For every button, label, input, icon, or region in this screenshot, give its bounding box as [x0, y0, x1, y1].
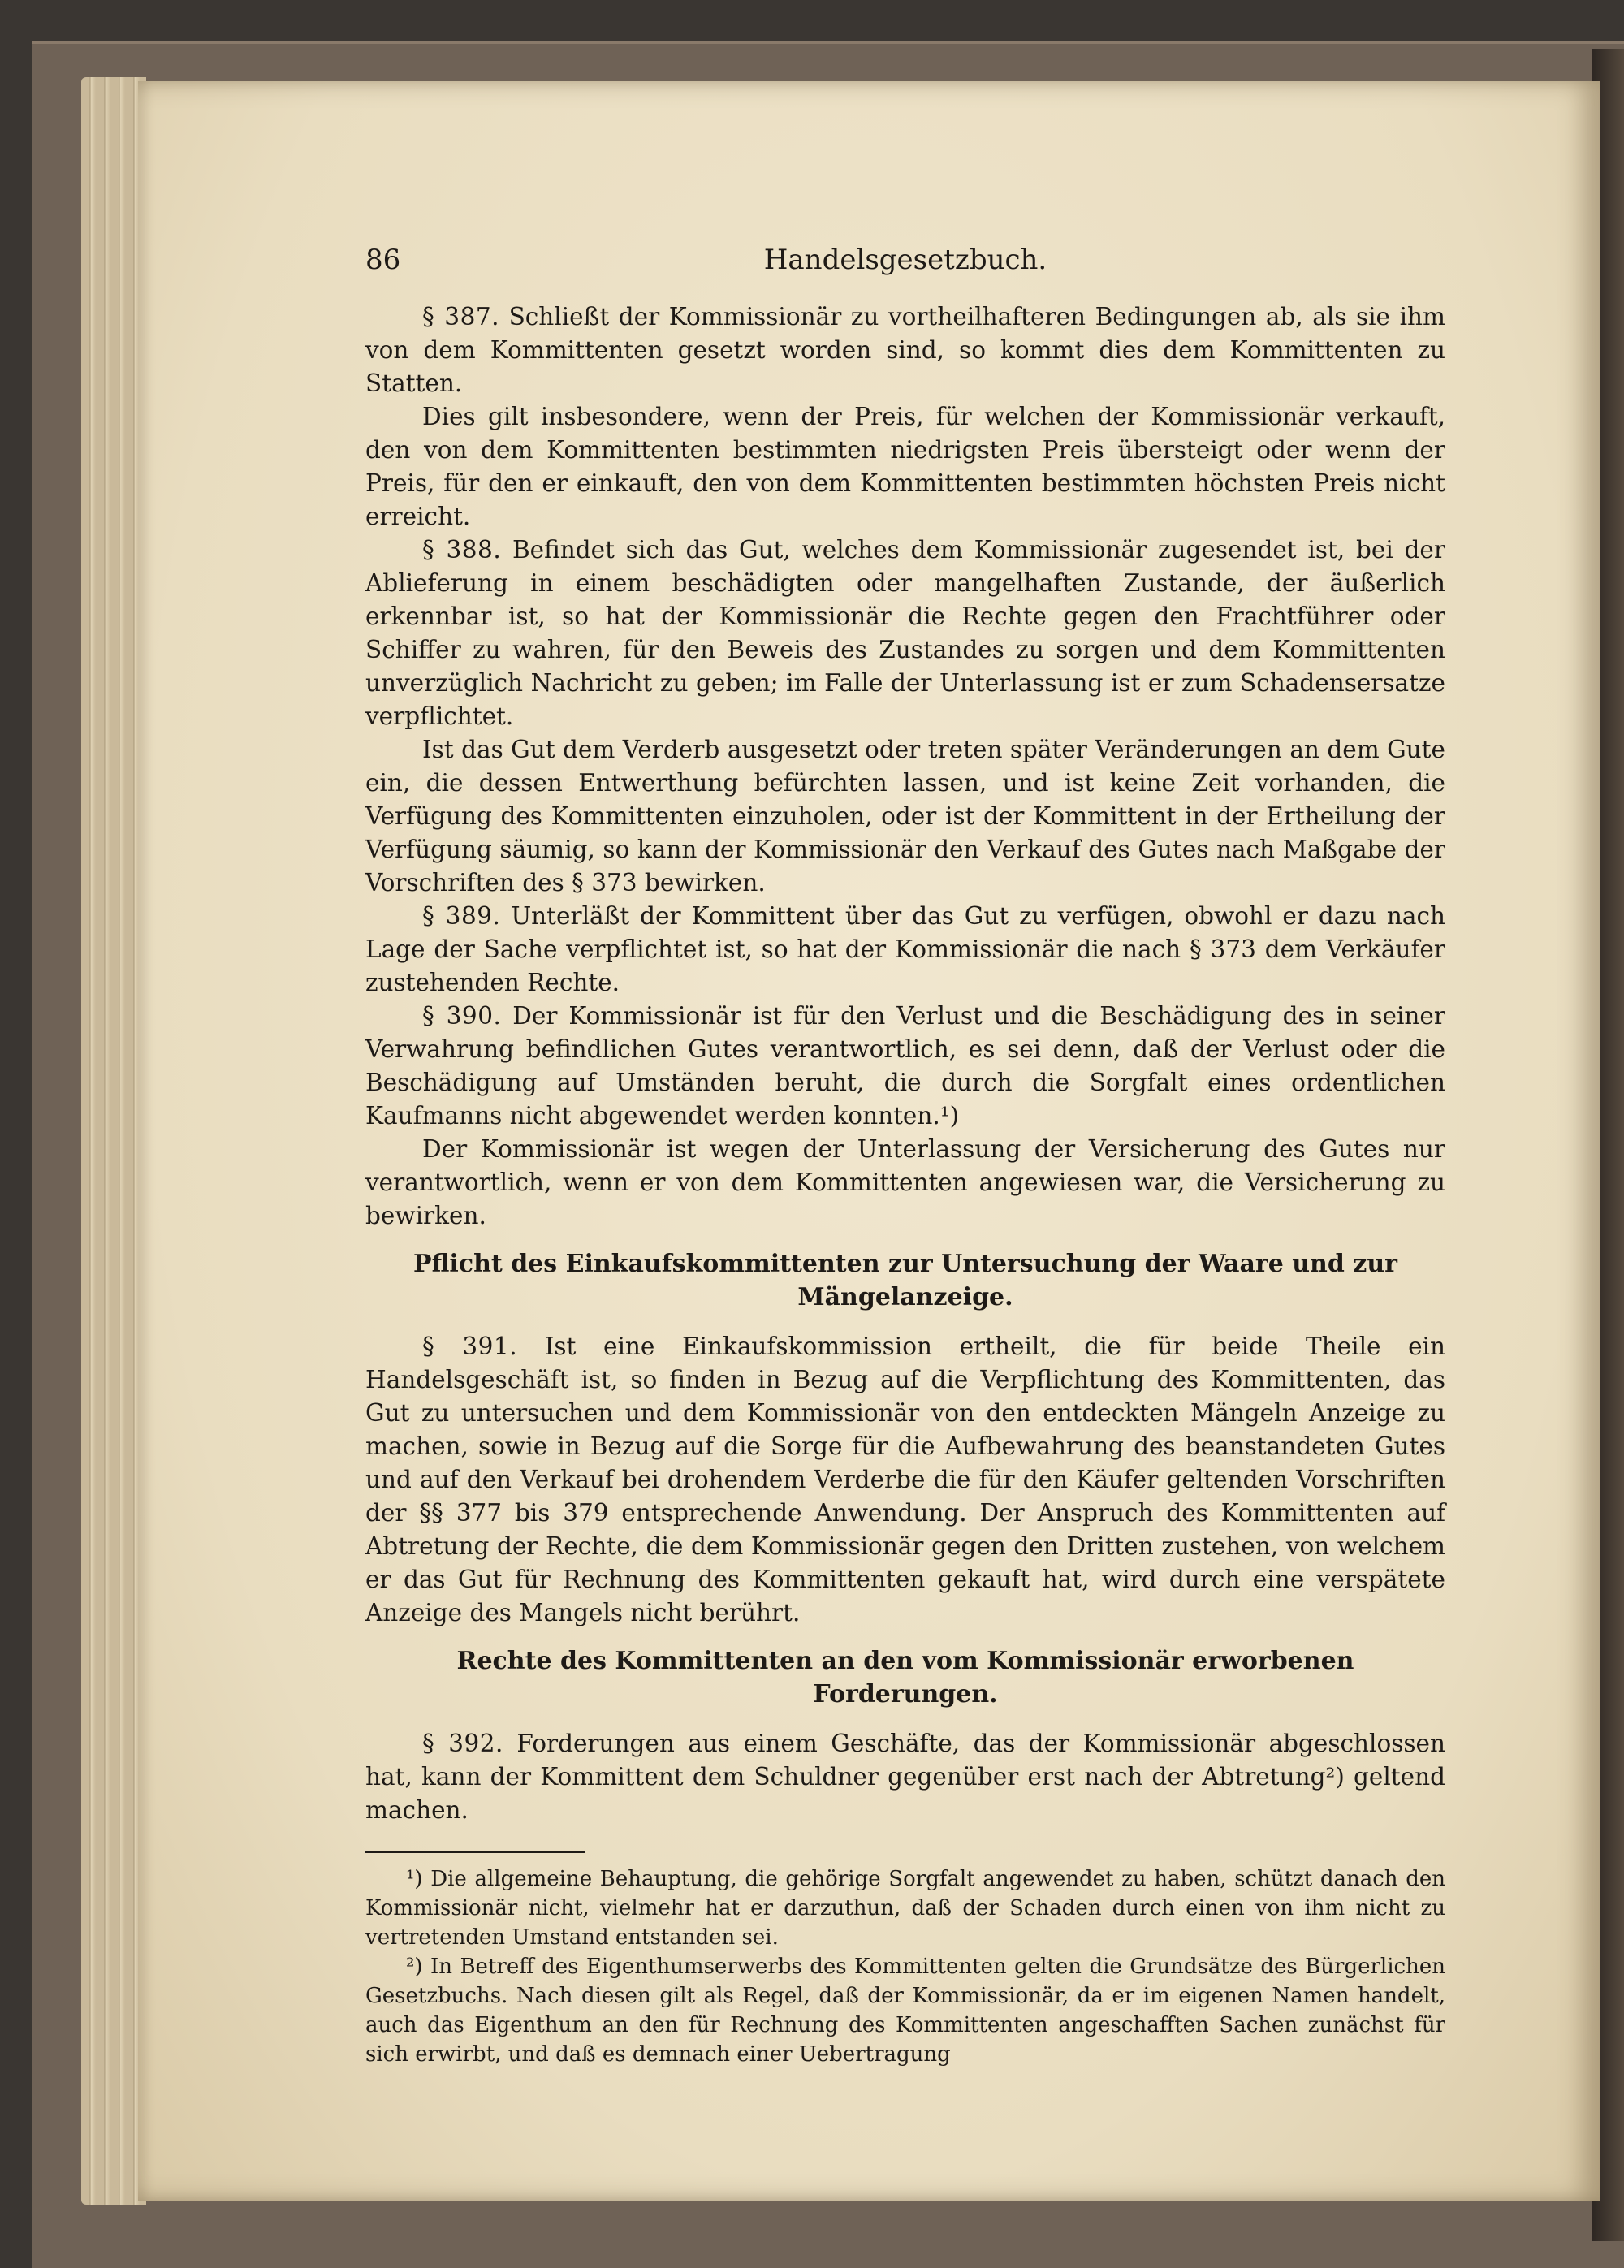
paragraph-392 — [365, 1727, 1445, 1827]
footnote-1: ¹) Die allgemeine Behauptung, die gehörige Sorgfalt angewendet zu haben, schützt danach den Kommissionär nicht, vielmehr hat er darzuthun, daß der Schaden durch einen von ihm nicht zu vertretenden Umstand entstanden sei. — [365, 1867, 1445, 1950]
section-number: § 390. — [422, 1002, 502, 1030]
paragraph-text: Ist eine Einkaufskommission ertheilt, die für beide Theile ein Handelsgeschäft ist, so finden in Bezug auf die Verpflichtung des Kommittenten, das Gut zu untersuchen und dem Kommissionär von den entdeckten Mängeln Anzeige zu machen, sowie in Bezug auf die Sorge für die Aufbewahrung des beanstandeten Gutes und auf den Verkauf bei drohendem Verderbe die für den Käufer geltenden Vorschriften der §§ 377 bis 379 entsprechende Anwendung. Der Anspruch des Kommittenten auf Abtretung der Rechte, die dem Kommissionär gegen den Dritten zustehen, von welchem er das Gut für Rechnung des Kommittenten gekauft hat, wird durch eine verspätete Anzeige des Mangels nicht berührt. — [365, 1333, 1445, 1626]
paragraph-390 — [365, 1000, 1445, 1133]
paragraph-391 — [365, 1330, 1445, 1630]
section-number: § 389. — [422, 902, 501, 930]
paragraph-387 — [365, 300, 1445, 400]
footnote-2: ²) In Betreff des Eigenthumserwerbs des Kommittenten gelten die Grundsätze des Bürgerlichen Gesetzbuchs. Nach diesen gilt als Regel, daß der Kommissionär, da er im eigenen Namen handelt, auch das Eigenthum an den für Rechnung des Kommittenten angeschafften Sachen zunächst für sich erwirbt, und daß es demnach einer Uebertragung — [365, 1955, 1445, 2067]
paragraph-text: Dies gilt insbesondere, wenn der Preis, für welchen der Kommissionär verkauft, den von dem Kommittenten bestimmten niedrigsten Preis übersteigt oder wenn der Preis, für den er einkauft, den von dem Kommittenten bestimmten höchsten Preis nicht erreicht. — [365, 403, 1445, 530]
section-heading-2: Rechte des Kommittenten an den vom Kommissionär erworbenen Forderungen. — [456, 1647, 1354, 1709]
paragraph-text: Der Kommissionär ist wegen der Unterlassung der Versicherung des Gutes nur verantwortlich, wenn er von dem Kommittenten angewiesen war, die Versicherung zu bewirken. — [365, 1135, 1445, 1229]
paragraph-390-2 — [365, 1133, 1445, 1233]
section-number: § 388. — [422, 536, 502, 564]
paragraph-text: Ist das Gut dem Verderb ausgesetzt oder treten später Veränderungen an dem Gute ein, die dessen Entwerthung befürchten lassen, und ist keine Zeit vorhanden, die Verfügung des Kommittenten einzuholen, oder ist der Kommittent in der Ertheilung der Verfügung säumig, so kann der Kommissionär den Verkauf des Gutes nach Maßgabe der Vorschriften des § 373 bewirken. — [365, 736, 1445, 896]
page-header — [365, 244, 1445, 289]
paragraph-388 — [365, 534, 1445, 733]
paragraph-387-2 — [365, 400, 1445, 534]
paragraph-388-2 — [365, 733, 1445, 900]
paragraph-389 — [365, 900, 1445, 1000]
page-number: 86 — [365, 244, 401, 276]
paragraph-text: Befindet sich das Gut, welches dem Kommissionär zugesendet ist, bei der Ablieferung in einem beschädigten oder mangelhaften Zustande, der äußerlich erkennbar ist, so hat der Kommissionär die Rechte gegen den Frachtführer oder Schiffer zu wahren, für den Beweis des Zustandes zu sorgen und dem Kommittenten unverzüglich Nachricht zu geben; im Falle der Unterlassung ist er zum Schadensersatze verpflichtet. — [365, 536, 1445, 730]
page-text — [365, 244, 1445, 2069]
page-edges — [81, 77, 146, 2205]
paragraph-text: Forderungen aus einem Geschäfte, das der Kommissionär abgeschlossen hat, kann der Kommittent dem Schuldner gegenüber erst nach der Abtretung²) geltend machen. — [365, 1730, 1445, 1824]
section-number: § 392. — [422, 1730, 503, 1757]
footnote-rule — [365, 1851, 585, 1853]
section-number: § 387. — [422, 303, 499, 330]
section-number: § 391. — [422, 1333, 518, 1360]
paragraph-text: Unterläßt der Kommittent über das Gut zu verfügen, obwohl er dazu nach Lage der Sache verpflichtet ist, so hat der Kommissionär die nach § 373 dem Verkäufer zustehenden Rechte. — [365, 902, 1445, 996]
running-title: Handelsgesetzbuch. — [763, 244, 1047, 276]
paragraph-text: Der Kommissionär ist für den Verlust und die Beschädigung des in seiner Verwahrung befindlichen Gutes verantwortlich, es sei denn, daß der Verlust oder die Beschädigung auf Umständen beruht, die durch die Sorgfalt eines ordentlichen Kaufmanns nicht abgewendet werden konnten.¹) — [365, 1002, 1445, 1130]
paragraph-text: Schließt der Kommissionär zu vortheilhafteren Bedingungen ab, als sie ihm von dem Kommittenten gesetzt worden sind, so kommt dies dem Kommittenten zu Statten. — [365, 303, 1445, 397]
section-heading-1: Pflicht des Einkaufskommittenten zur Untersuchung der Waare und zur Mängelanzeige. — [413, 1250, 1397, 1311]
